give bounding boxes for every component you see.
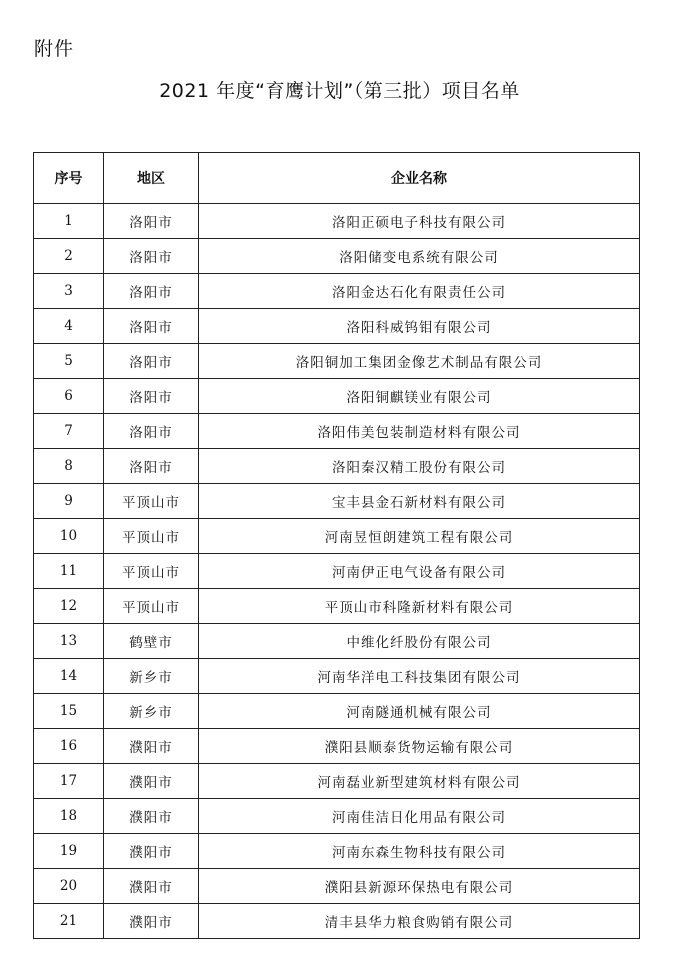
row-company: 河南东森生物科技有限公司	[199, 834, 640, 869]
row-region: 洛阳市	[104, 309, 199, 344]
row-company: 洛阳储变电系统有限公司	[199, 239, 640, 274]
table-row	[34, 834, 640, 869]
document-title: 2021 年度“育鹰计划”（第三批）项目名单	[159, 80, 520, 102]
row-region: 鹤壁市	[104, 624, 199, 659]
table-row	[34, 204, 640, 239]
table-row	[34, 624, 640, 659]
row-company: 洛阳正硕电子科技有限公司	[199, 204, 640, 239]
row-company: 河南昱恒朗建筑工程有限公司	[199, 519, 640, 554]
table-row	[34, 694, 640, 729]
row-company: 河南华洋电工科技集团有限公司	[199, 659, 640, 694]
table-header-row	[34, 153, 640, 204]
row-region: 濮阳市	[104, 869, 199, 904]
row-company: 洛阳秦汉精工股份有限公司	[199, 449, 640, 484]
row-region: 濮阳市	[104, 799, 199, 834]
row-region: 洛阳市	[104, 344, 199, 379]
row-company: 洛阳铜加工集团金像艺术制品有限公司	[199, 344, 640, 379]
table-row	[34, 274, 640, 309]
row-no: 4	[34, 309, 104, 344]
row-no: 14	[34, 659, 104, 694]
table-row	[34, 414, 640, 449]
row-company: 平顶山市科隆新材料有限公司	[199, 589, 640, 624]
row-no: 12	[34, 589, 104, 624]
header-company: 企业名称	[199, 153, 640, 204]
row-company: 河南磊业新型建筑材料有限公司	[199, 764, 640, 799]
row-company: 濮阳县顺泰货物运输有限公司	[199, 729, 640, 764]
row-no: 2	[34, 239, 104, 274]
row-no: 1	[34, 204, 104, 239]
row-region: 濮阳市	[104, 904, 199, 939]
attachment-label: 附件	[34, 38, 75, 60]
row-no: 21	[34, 904, 104, 939]
table-row	[34, 904, 640, 939]
project-list-table	[33, 152, 640, 939]
row-no: 5	[34, 344, 104, 379]
row-no: 17	[34, 764, 104, 799]
row-no: 19	[34, 834, 104, 869]
row-region: 濮阳市	[104, 834, 199, 869]
row-no: 8	[34, 449, 104, 484]
header-region: 地区	[104, 153, 199, 204]
table-row	[34, 869, 640, 904]
table-row	[34, 449, 640, 484]
row-company: 宝丰县金石新材料有限公司	[199, 484, 640, 519]
row-company: 洛阳伟美包装制造材料有限公司	[199, 414, 640, 449]
table-row	[34, 344, 640, 379]
row-region: 洛阳市	[104, 274, 199, 309]
row-no: 11	[34, 554, 104, 589]
table-row	[34, 799, 640, 834]
row-no: 15	[34, 694, 104, 729]
row-region: 洛阳市	[104, 414, 199, 449]
row-no: 16	[34, 729, 104, 764]
row-company: 清丰县华力粮食购销有限公司	[199, 904, 640, 939]
row-region: 新乡市	[104, 694, 199, 729]
table-row	[34, 764, 640, 799]
table-row	[34, 589, 640, 624]
table-row	[34, 519, 640, 554]
row-company: 濮阳县新源环保热电有限公司	[199, 869, 640, 904]
row-no: 7	[34, 414, 104, 449]
row-company: 中维化纤股份有限公司	[199, 624, 640, 659]
row-company: 洛阳金达石化有限责任公司	[199, 274, 640, 309]
table-row	[34, 309, 640, 344]
row-region: 洛阳市	[104, 239, 199, 274]
row-no: 10	[34, 519, 104, 554]
row-no: 9	[34, 484, 104, 519]
row-region: 洛阳市	[104, 379, 199, 414]
row-company: 洛阳铜麒镁业有限公司	[199, 379, 640, 414]
row-no: 20	[34, 869, 104, 904]
row-region: 平顶山市	[104, 519, 199, 554]
row-no: 6	[34, 379, 104, 414]
table-row	[34, 554, 640, 589]
row-region: 新乡市	[104, 659, 199, 694]
table-row	[34, 659, 640, 694]
row-region: 濮阳市	[104, 764, 199, 799]
row-company: 洛阳科威钨钼有限公司	[199, 309, 640, 344]
table-row	[34, 379, 640, 414]
row-no: 13	[34, 624, 104, 659]
row-company: 河南隧通机械有限公司	[199, 694, 640, 729]
row-company: 河南佳洁日化用品有限公司	[199, 799, 640, 834]
row-region: 洛阳市	[104, 204, 199, 239]
row-region: 濮阳市	[104, 729, 199, 764]
table-row	[34, 484, 640, 519]
row-region: 洛阳市	[104, 449, 199, 484]
row-no: 3	[34, 274, 104, 309]
row-region: 平顶山市	[104, 484, 199, 519]
table-row	[34, 239, 640, 274]
header-no: 序号	[34, 153, 104, 204]
row-no: 18	[34, 799, 104, 834]
row-region: 平顶山市	[104, 554, 199, 589]
row-region: 平顶山市	[104, 589, 199, 624]
table-row	[34, 729, 640, 764]
row-company: 河南伊正电气设备有限公司	[199, 554, 640, 589]
